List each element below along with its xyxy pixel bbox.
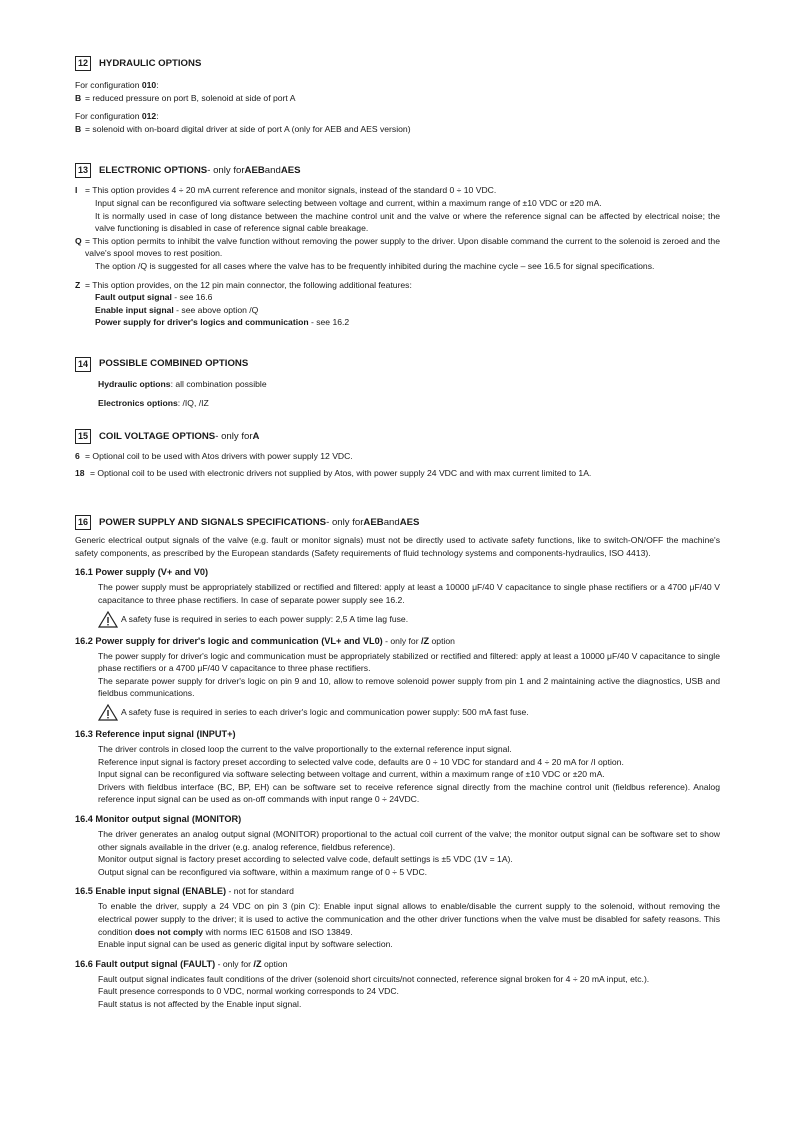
warning-triangle-icon [98,704,118,721]
option-q: Q = This option permits to inhibit the valve function without removing the power supply to the driver. Upon disable command the current to the solenoid is zeroed and the valve's spool moves to rest position. The option /Q is suggested for all cases where the valve has to be frequently inhibited during the machine cycle – see 16.5 for signal specifications. [75,235,720,271]
section-number: 13 [75,163,91,178]
section-title: POSSIBLE COMBINED OPTIONS [99,358,249,370]
option-b-010: B = reduced pressure on port B, solenoid at side of port A [75,92,296,103]
subsection-16-2-body-2: The separate power supply for driver's logic on pin 9 and 10, allow to remove solenoid power supply from pin 1 and 2 maintaining active the diagnostics, USB and fieldbus communications. [98,675,720,699]
option-z: Z = This option provides, on the 12 pin main connector, the following additional features: Fault output signal - see 16.6 Enable input signal - see above option /Q Power supply for driver's logics and communication - see 16.2 [75,279,412,328]
subsection-16-1-body: The power supply must be appropriately stabilized or rectified and filtered: apply at least a 10000 μF/40 V capacitance to single phase rectifiers or a 4700 μF/40 V capacitance to three phase rectifiers. In case of separate power supply see 16.2. [98,582,720,606]
section-14-heading [75,357,720,372]
section-number: 12 [75,56,91,71]
fuse-warning-16-1: A safety fuse is required in series to each power supply: 2,5 A time lag fuse. [75,611,720,628]
subsection-16-2-title: 16.2 Power supply for driver's logic and communication (VL+ and VL0) - only for /Z option [75,635,455,646]
coil-option-6: 6 = Optional coil to be used with Atos drivers with power supply 12 VDC. [75,451,353,462]
section-13-heading: 13 ELECTRONIC OPTIONS - only for AEB and AES [75,163,720,178]
datasheet-page [75,56,720,1011]
section-16-heading: 16 POWER SUPPLY AND SIGNALS SPECIFICATIONS - only for AEB and AES [75,515,720,530]
config-012-line: For configuration 012: [75,111,159,122]
coil-option-18: 18 = Optional coil to be used with electronic drivers not supplied by Atos, with power supply 24 VDC and with max current limited to 1A. [75,467,592,478]
subsection-16-4-title: 16.4 Monitor output signal (MONITOR) [75,814,242,824]
subsection-16-4-body: The driver generates an analog output signal (MONITOR) proportional to the actual coil current of the valve; the monitor output signal can be software set to show other signals available in the driver (e.g. analog reference, fieldbus reference). Monitor output signal is factory preset according to selected valve code, default settings is ±5 VDC (1V = 1A). Output signal can be reconfigured via software, within a maximum range of 0 ÷ 5 VDC. [98,829,720,877]
section-number: 16 [75,515,91,530]
subsection-16-3-title: 16.3 Reference input signal (INPUT+) [75,729,236,740]
subsection-16-5-body: To enable the driver, supply a 24 VDC on pin 3 (pin C): Enable input signal allows to enable/disable the current supply to the solenoid, without removing the electrical power supply to the driver; it is used to active the communication and the other driver functions when the valve must be disabled for safety reasons. This condition does not comply with norms IEC 61508 and ISO 13849. Enable input signal can be used as generic digital input by software selection. [98,901,720,950]
fuse-warning-16-2: A safety fuse is required in series to each driver's logic and communication power supply: 500 mA fast fuse. [75,704,720,721]
section-number: 14 [75,357,91,372]
subsection-16-6-body: Fault output signal indicates fault conditions of the driver (solenoid short circuits/not connected, reference signal broken for 4 ÷ 20 mA input, etc.). Fault presence corresponds to 0 VDC, normal working corresponds to 24 VDC. Fault status is not affected by the Enable input signal. [98,973,650,1009]
section-number: 15 [75,429,91,444]
electronics-options-line: Electronics options: /IQ, /IZ [98,397,209,408]
subsection-16-6-title: 16.6 Fault output signal (FAULT) - only for /Z option [75,958,288,969]
section-15-heading: 15 COIL VOLTAGE OPTIONS - only for A [75,429,720,444]
section-title: ELECTRONIC OPTIONS [99,164,208,176]
section-title: COIL VOLTAGE OPTIONS [99,430,216,442]
section-title: HYDRAULIC OPTIONS [99,57,202,69]
config-010-line: For configuration 010: [75,80,159,90]
warning-triangle-icon [98,611,118,628]
hydraulic-options-line: Hydraulic options: all combination possible [98,378,267,389]
section-title: POWER SUPPLY AND SIGNALS SPECIFICATIONS [99,516,327,528]
subsection-16-2-body-1: The power supply for driver's logic and communication must be appropriately stabilized or rectified and filtered: apply at least a 10000 μF/40 V capacitance to single phase rectifiers or a 4700 μF/40 V capacitance to three phase rectifiers. [98,650,720,674]
option-i: I = This option provides 4 ÷ 20 mA current reference and monitor signals, instead of the standard 0 ÷ 10 VDC. Input signal can be reconfigured via software selecting between voltage and current, within a maximum range of ±10 VDC or ±20 mA. It is normally used in case of long distance between the machine control unit and the valve or where the reference signal can be affected by electrical noise; the valve functioning is disabled in case of reference signal cable breakage. [75,185,720,234]
section-12-heading [75,56,720,71]
section-16-intro: Generic electrical output signals of the valve (e.g. fault or monitor signals) must not be directly used to activate safety functions, like to switch-ON/OFF the machine's safety components, as prescribed by the European standards (Safety requirements of fluid technology systems and components-hydraulics, ISO 4413). [75,535,720,558]
subsection-16-3-body: The driver controls in closed loop the current to the valve proportionally to the external reference input signal. Reference input signal is factory preset according to selected valve code, defaults are 0 ÷ 10 VDC for standard and 4 ÷ 20 mA for /I option. Input signal can be reconfigured via software selecting between voltage and current, within a maximum range of ±10 VDC or ±20 mA. Drivers with fieldbus interface (BC, BP, EH) can be software set to receive reference signal directly from the machine control unit (fieldbus reference). Analog reference input signal can be used as on-off commands with input range 0 ÷ 24VDC. [98,744,720,805]
subsection-16-5-title: 16.5 Enable input signal (ENABLE) - not for standard [75,886,294,897]
subsection-16-1-title: 16.1 Power supply (V+ and V0) [75,567,209,578]
option-b-012: B = solenoid with on-board digital driver at side of port A (only for AEB and AES version) [75,123,411,134]
